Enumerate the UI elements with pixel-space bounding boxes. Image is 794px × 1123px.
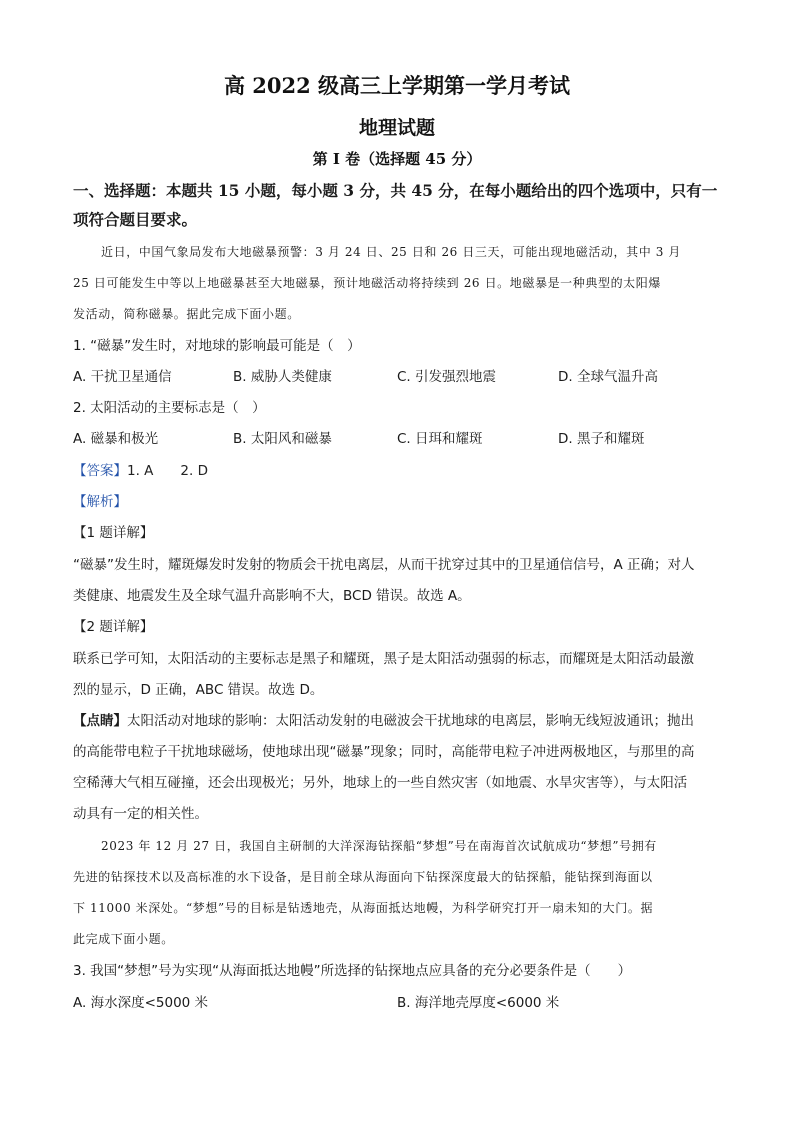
question-1-option-d: D. 全球气温升高 [558,369,658,385]
detail2-line1: 联系已学可知，太阳活动的主要标志是黑子和耀斑，黑子是太阳活动强弱的标志，而耀斑是太阳活动最激 [73,651,694,667]
subject-title: 地理试题 [358,117,435,139]
comment-line1 [73,711,733,731]
question-2-option-d: D. 黑子和耀斑 [558,431,645,447]
question-2-stem: 2. 太阳活动的主要标志是（ ） [73,400,266,416]
question-1-option-b: B. 威胁人类健康 [233,369,332,385]
detail2-line2: 烈的显示，D 正确，ABC 错误。故选 D。 [73,682,324,698]
exam-title: 高 2022 级高三上学期第一学月考试 [223,73,571,98]
question-2-option-a: A. 磁暴和极光 [73,431,159,447]
question-3-option-a: A. 海水深度<5000 米 [73,995,209,1011]
volume-title: 第 I 卷（选择题 45 分） [312,150,482,168]
passage1-line1: 近日，中国气象局发布大地磁暴预警：3 月 24 日、25 日和 26 日三天，可能出现地磁活动，其中 3 月 [101,245,681,259]
comment-line3: 空稀薄大气相互碰撞，还会出现极光；另外，地球上的一些自然灾害（如地震、水旱灾害等），与太阳活 [73,775,688,791]
question-2-option-b: B. 太阳风和磁暴 [233,431,332,447]
detail1-line1: “磁暴”发生时，耀斑爆发时发射的物质会干扰电离层，从而干扰穿过其中的卫星通信信号，A 正确；对人 [73,557,695,573]
question-1-option-a: A. 干扰卫星通信 [73,369,172,385]
detail2-tag: 【2 题详解】 [73,619,154,635]
answer-tag: 【答案】 [73,463,127,479]
question-3-option-b: B. 海洋地壳厚度<6000 米 [397,995,560,1011]
passage2-line3: 下 11000 米深处。“梦想”号的目标是钻透地壳，从海面抵达地幔，为科学研究打开一扇未知的大门。据 [73,901,654,915]
passage2-line2: 先进的钻探技术以及高标准的水下设备，是目前全球从海面向下钻探深度最大的钻探船，能钻探到海面以 [73,870,653,884]
answer-row [73,461,733,481]
analysis-tag: 【解析】 [73,494,127,510]
question-2-option-c: C. 日珥和耀斑 [397,431,483,447]
comment-text-1: 太阳活动对地球的影响：太阳活动发射的电磁波会干扰地球的电离层，影响无线短波通讯；抛出 [127,713,694,729]
detail1-tag: 【1 题详解】 [73,525,154,541]
passage1-line3: 发活动，简称磁暴。据此完成下面小题。 [73,307,300,321]
question-3-stem: 3. 我国“梦想”号为实现“从海面抵达地幔”所选择的钻探地点应具备的充分必要条件是（ ） [73,963,632,979]
detail1-line2: 类健康、地震发生及全球气温升高影响不大，BCD 错误。故选 A。 [73,588,471,604]
comment-tag: 【点睛】 [73,713,127,729]
section-instruction-line2: 项符合题目要求。 [73,210,198,229]
comment-line4: 动具有一定的相关性。 [73,806,208,822]
section-instruction-line1: 一、选择题：本题共 15 小题，每小题 3 分，共 45 分，在每小题给出的四个选项中，只有一 [73,181,718,200]
question-1-option-c: C. 引发强烈地震 [397,369,497,385]
answer-text: 1. A 2. D [127,463,208,479]
question-1-stem: 1. “磁暴”发生时，对地球的影响最可能是（ ） [73,338,361,354]
comment-line2: 的高能带电粒子干扰地球磁场，使地球出现“磁暴”现象；同时，高能带电粒子冲进两极地区，与那里的高 [73,744,695,760]
passage1-line2: 25 日可能发生中等以上地磁暴甚至大地磁暴，预计地磁活动将持续到 26 日。地磁暴是一种典型的太阳爆 [73,276,661,290]
passage2-line4: 此完成下面小题。 [73,932,174,946]
passage2-line1: 2023 年 12 月 27 日，我国自主研制的大洋深海钻探船“梦想”号在南海首次试航成功“梦想”号拥有 [101,839,657,853]
